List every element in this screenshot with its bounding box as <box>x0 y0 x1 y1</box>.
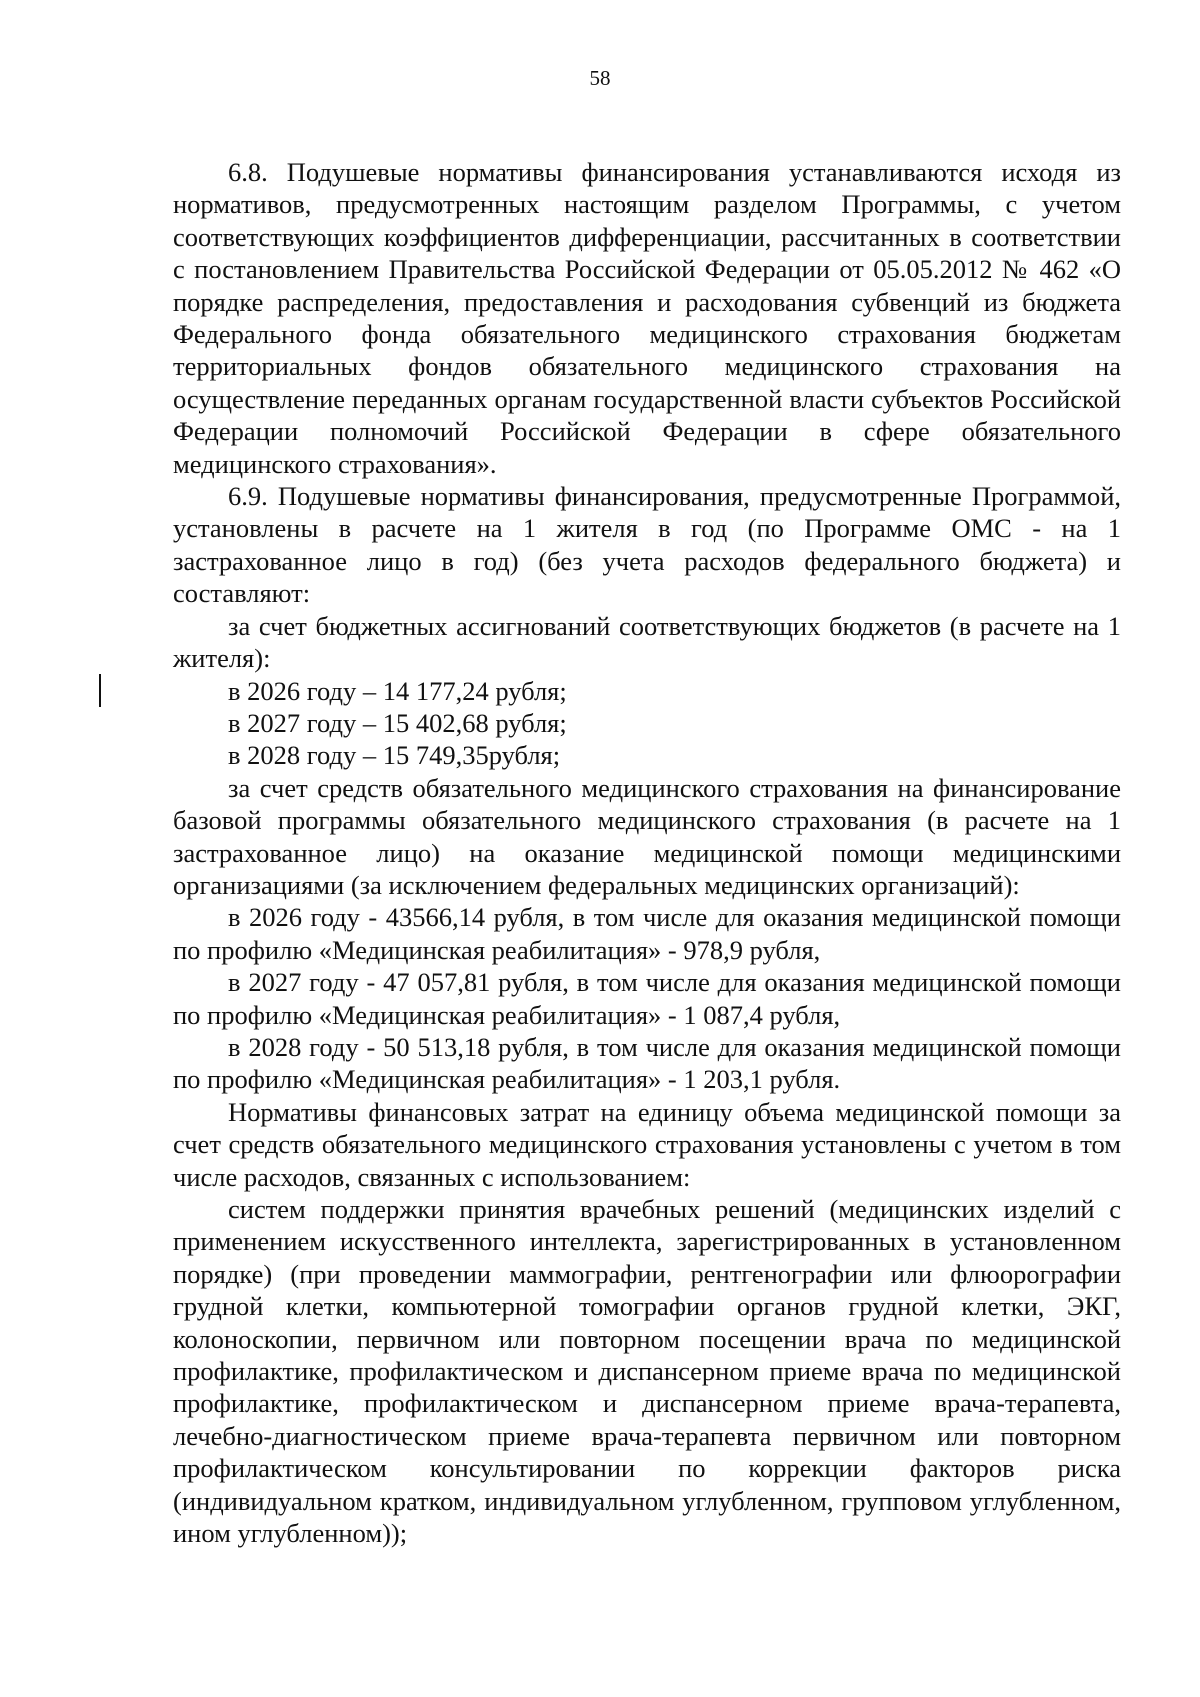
paragraph-budget-2028: в 2028 году – 15 749,35рубля; <box>228 740 561 771</box>
margin-change-bar <box>99 674 101 707</box>
paragraph-6-9: 6.9. Подушевые нормативы финансирования, предусмотренные Программой, установлены в расчете на 1 жителя в год (по Программе ОМС - на 1 застрахованное лицо в год) (без учета расходов федерального бюджета) и составляют: <box>173 481 1121 609</box>
paragraph-decision-support: систем поддержки принятия врачебных решений (медицинских изделий с применением искусственного интеллекта, зарегистрированных в установленном порядке) (при проведении маммографии, рентгенографии или флюорографии грудной клетки, компьютерной томографии органов грудной клетки, ЭКГ, колоноскопии, первичном или повторном посещении врача по медицинской профилактике, профилактическом и диспансерном приеме врача по медицинской профилактике, профилактическом и диспансерном приеме врача-терапевта, лечебно-диагностическом приеме врача-терапевта первичном или повторном профилактическом консультировании по коррекции факторов риска (индивидуальном кратком, индивидуальном углубленном, групповом углубленном, ином углубленном)); <box>173 1194 1121 1549</box>
paragraph-6-8: 6.8. Подушевые нормативы финансирования устанавливаются исходя из нормативов, предусмотренных настоящим разделом Программы, с учетом соответствующих коэффициентов дифференциации, рассчитанных в соответствии с постановлением Правительства Российской Федерации от 05.05.2012 № 462 «О порядке распределения, предоставления и расходования субвенций из бюджета Федерального фонда обязательного медицинского страхования бюджетам территориальных фондов обязательного медицинского страхования на осуществление переданных органам государственной власти субъектов Российской Федерации полномочий Российской Федерации в сфере обязательного медицинского страхования». <box>173 157 1121 479</box>
paragraph-oms-2026: в 2026 году - 43566,14 рубля, в том числе для оказания медицинской помощи по профилю «Медицинская реабилитация» - 978,9 рубля, <box>173 902 1121 965</box>
paragraph-cost-norms: Нормативы финансовых затрат на единицу объема медицинской помощи за счет средств обязательного медицинского страхования установлены с учетом в том числе расходов, связанных с использованием: <box>173 1096 1121 1192</box>
paragraph-oms-2028: в 2028 году - 50 513,18 рубля, в том числе для оказания медицинской помощи по профилю «Медицинская реабилитация» - 1 203,1 рубля. <box>173 1031 1121 1095</box>
paragraph-oms-2027: в 2027 году - 47 057,81 рубля, в том числе для оказания медицинской помощи по профилю «Медицинская реабилитация» - 1 087,4 рубля, <box>173 967 1121 1030</box>
paragraph-budget-2027: в 2027 году – 15 402,68 рубля; <box>228 707 567 738</box>
paragraph-budget-2026: в 2026 году – 14 177,24 рубля; <box>228 675 567 706</box>
paragraph-oms-intro: за счет средств обязательного медицинского страхования на финансирование базовой программы обязательного медицинского страхования (в расчете на 1 застрахованное лицо) на оказание медицинской помощи медицинскими организациями (за исключением федеральных медицинских организаций): <box>173 772 1121 900</box>
document-body <box>173 156 1121 1549</box>
paragraph-budget-intro: за счет бюджетных ассигнований соответствующих бюджетов (в расчете на 1 жителя): <box>173 610 1121 674</box>
page-number: 58 <box>589 66 611 90</box>
